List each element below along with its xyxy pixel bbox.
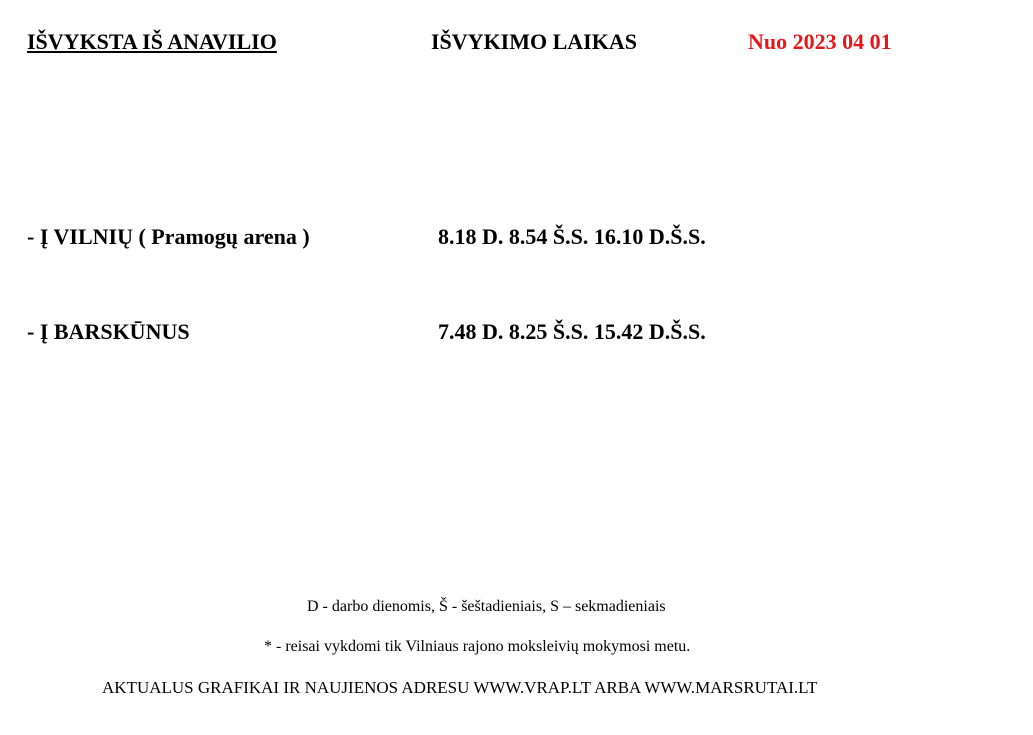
abbreviation-legend: D - darbo dienomis, Š - šeštadieniais, S – sekmadieniais bbox=[307, 598, 666, 615]
departure-time-heading: IŠVYKIMO LAIKAS bbox=[431, 29, 637, 54]
route-times-vilnius: 8.18 D. 8.54 Š.S. 16.10 D.Š.S. bbox=[438, 224, 706, 249]
footer-websites: AKTUALUS GRAFIKAI IR NAUJIENOS ADRESU WWW.VRAP.LT ARBA WWW.MARSRUTAI.LT bbox=[102, 678, 818, 697]
route-times-barskunai: 7.48 D. 8.25 Š.S. 15.42 D.Š.S. bbox=[438, 319, 706, 344]
departure-heading: IŠVYKSTA IŠ ANAVILIO bbox=[27, 29, 277, 54]
valid-from-date: Nuo 2023 04 01 bbox=[748, 29, 892, 54]
school-term-remark: * - reisai vykdomi tik Vilniaus rajono moksleivių mokymosi metu. bbox=[264, 638, 691, 655]
route-destination-barskunai: - Į BARSKŪNUS bbox=[27, 319, 190, 344]
route-destination-vilnius: - Į VILNIŲ ( Pramogų arena ) bbox=[27, 224, 310, 249]
